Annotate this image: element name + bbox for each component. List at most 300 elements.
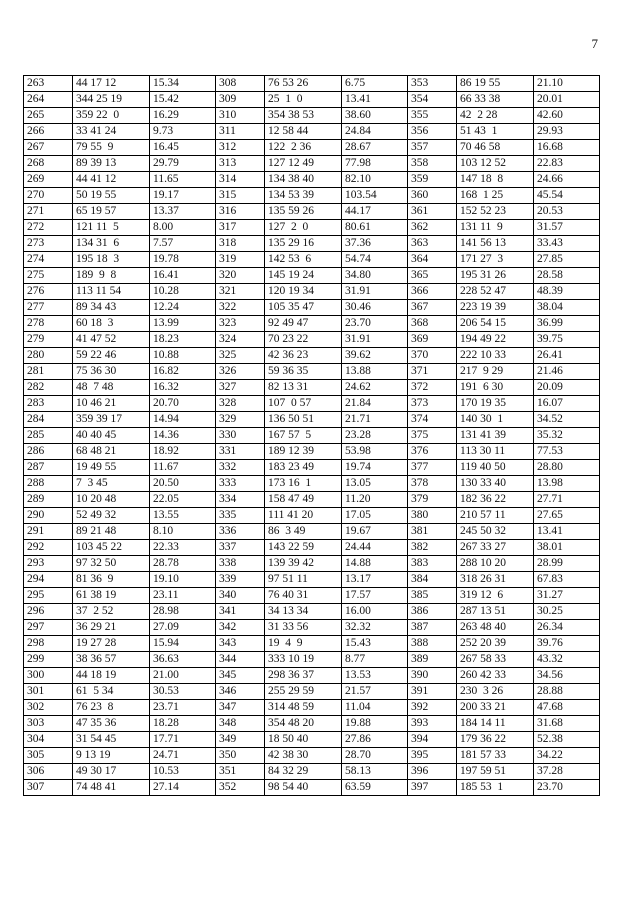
angle-cell: 181 57 33 (457, 748, 534, 764)
point-number-cell: 327 (216, 380, 265, 396)
table-row (24, 620, 600, 636)
angle-cell: 173 16 1 (265, 476, 342, 492)
distance-cell: 27.09 (150, 620, 216, 636)
angle-cell: 140 30 1 (457, 412, 534, 428)
angle-cell: 179 36 22 (457, 732, 534, 748)
distance-cell: 8.77 (342, 652, 408, 668)
angle-cell: 82 13 31 (265, 380, 342, 396)
point-number-cell: 350 (216, 748, 265, 764)
point-number-cell: 353 (408, 76, 457, 92)
point-number-cell: 360 (408, 188, 457, 204)
distance-cell: 13.41 (342, 92, 408, 108)
distance-cell: 14.88 (342, 556, 408, 572)
angle-cell: 79 55 9 (73, 140, 150, 156)
point-number-cell: 355 (408, 108, 457, 124)
angle-cell: 314 48 59 (265, 700, 342, 716)
distance-cell: 15.94 (150, 636, 216, 652)
distance-cell: 28.80 (534, 460, 600, 476)
angle-cell: 61 38 19 (73, 588, 150, 604)
table-row (24, 604, 600, 620)
point-number-cell: 334 (216, 492, 265, 508)
angle-cell: 103 12 52 (457, 156, 534, 172)
point-number-cell: 335 (216, 508, 265, 524)
point-number-cell: 310 (216, 108, 265, 124)
distance-cell: 11.04 (342, 700, 408, 716)
point-number-cell: 325 (216, 348, 265, 364)
distance-cell: 22.05 (150, 492, 216, 508)
point-number-cell: 293 (24, 556, 73, 572)
point-number-cell: 330 (216, 428, 265, 444)
point-number-cell: 300 (24, 668, 73, 684)
point-number-cell: 280 (24, 348, 73, 364)
angle-cell: 70 23 22 (265, 332, 342, 348)
angle-cell: 127 2 0 (265, 220, 342, 236)
angle-cell: 25 1 0 (265, 92, 342, 108)
angle-cell: 168 1 25 (457, 188, 534, 204)
point-number-cell: 388 (408, 636, 457, 652)
point-number-cell: 279 (24, 332, 73, 348)
distance-cell: 9.73 (150, 124, 216, 140)
point-number-cell: 347 (216, 700, 265, 716)
table-row (24, 428, 600, 444)
point-number-cell: 308 (216, 76, 265, 92)
angle-cell: 318 26 31 (457, 572, 534, 588)
distance-cell: 33.43 (534, 236, 600, 252)
point-number-cell: 379 (408, 492, 457, 508)
point-number-cell: 286 (24, 444, 73, 460)
point-number-cell: 367 (408, 300, 457, 316)
distance-cell: 19.74 (342, 460, 408, 476)
distance-cell: 13.17 (342, 572, 408, 588)
point-number-cell: 364 (408, 252, 457, 268)
angle-cell: 31 33 56 (265, 620, 342, 636)
distance-cell: 13.37 (150, 204, 216, 220)
point-number-cell: 343 (216, 636, 265, 652)
distance-cell: 48.39 (534, 284, 600, 300)
angle-cell: 135 29 16 (265, 236, 342, 252)
distance-cell: 16.41 (150, 268, 216, 284)
distance-cell: 17.05 (342, 508, 408, 524)
table-row (24, 236, 600, 252)
point-number-cell: 291 (24, 524, 73, 540)
point-number-cell: 290 (24, 508, 73, 524)
point-number-cell: 377 (408, 460, 457, 476)
angle-cell: 19 4 9 (265, 636, 342, 652)
table-row (24, 748, 600, 764)
distance-cell: 12.24 (150, 300, 216, 316)
point-number-cell: 304 (24, 732, 73, 748)
distance-cell: 27.86 (342, 732, 408, 748)
distance-cell: 14.94 (150, 412, 216, 428)
table-row (24, 668, 600, 684)
distance-cell: 21.00 (150, 668, 216, 684)
point-number-cell: 287 (24, 460, 73, 476)
angle-cell: 48 7 48 (73, 380, 150, 396)
angle-cell: 89 39 13 (73, 156, 150, 172)
angle-cell: 152 52 23 (457, 204, 534, 220)
angle-cell: 76 23 8 (73, 700, 150, 716)
angle-cell: 287 13 51 (457, 604, 534, 620)
angle-cell: 19 27 28 (73, 636, 150, 652)
angle-cell: 171 27 3 (457, 252, 534, 268)
table-row (24, 588, 600, 604)
distance-cell: 77.98 (342, 156, 408, 172)
table-row (24, 444, 600, 460)
distance-cell: 19.78 (150, 252, 216, 268)
point-number-cell: 389 (408, 652, 457, 668)
point-number-cell: 307 (24, 780, 73, 796)
table-row (24, 556, 600, 572)
point-number-cell: 342 (216, 620, 265, 636)
point-number-cell: 263 (24, 76, 73, 92)
point-number-cell: 371 (408, 364, 457, 380)
angle-cell: 354 38 53 (265, 108, 342, 124)
point-number-cell: 381 (408, 524, 457, 540)
distance-cell: 15.42 (150, 92, 216, 108)
distance-cell: 11.65 (150, 172, 216, 188)
angle-cell: 145 19 24 (265, 268, 342, 284)
point-number-cell: 320 (216, 268, 265, 284)
angle-cell: 76 40 31 (265, 588, 342, 604)
point-number-cell: 331 (216, 444, 265, 460)
angle-cell: 139 39 42 (265, 556, 342, 572)
distance-cell: 24.71 (150, 748, 216, 764)
angle-cell: 182 36 22 (457, 492, 534, 508)
distance-cell: 13.88 (342, 364, 408, 380)
angle-cell: 51 43 1 (457, 124, 534, 140)
point-number-cell: 268 (24, 156, 73, 172)
point-number-cell: 266 (24, 124, 73, 140)
angle-cell: 130 33 40 (457, 476, 534, 492)
table-row (24, 316, 600, 332)
angle-cell: 143 22 59 (265, 540, 342, 556)
point-number-cell: 329 (216, 412, 265, 428)
point-number-cell: 322 (216, 300, 265, 316)
angle-cell: 131 11 9 (457, 220, 534, 236)
point-number-cell: 271 (24, 204, 73, 220)
angle-cell: 7 3 45 (73, 476, 150, 492)
angle-cell: 223 19 39 (457, 300, 534, 316)
angle-cell: 184 14 11 (457, 716, 534, 732)
distance-cell: 26.34 (534, 620, 600, 636)
point-number-cell: 374 (408, 412, 457, 428)
point-number-cell: 267 (24, 140, 73, 156)
angle-cell: 119 40 50 (457, 460, 534, 476)
table-row (24, 716, 600, 732)
table-row (24, 252, 600, 268)
distance-cell: 28.70 (342, 748, 408, 764)
point-number-cell: 283 (24, 396, 73, 412)
angle-cell: 103 45 22 (73, 540, 150, 556)
distance-cell: 44.17 (342, 204, 408, 220)
table-row (24, 460, 600, 476)
angle-cell: 142 53 6 (265, 252, 342, 268)
point-number-cell: 372 (408, 380, 457, 396)
point-number-cell: 306 (24, 764, 73, 780)
point-number-cell: 328 (216, 396, 265, 412)
table-row (24, 92, 600, 108)
table-row (24, 172, 600, 188)
angle-cell: 41 47 52 (73, 332, 150, 348)
point-number-cell: 315 (216, 188, 265, 204)
distance-cell: 19.17 (150, 188, 216, 204)
distance-cell: 35.32 (534, 428, 600, 444)
point-number-cell: 352 (216, 780, 265, 796)
point-number-cell: 326 (216, 364, 265, 380)
distance-cell: 10.53 (150, 764, 216, 780)
distance-cell: 39.75 (534, 332, 600, 348)
distance-cell: 34.52 (534, 412, 600, 428)
point-number-cell: 301 (24, 684, 73, 700)
distance-cell: 39.62 (342, 348, 408, 364)
distance-cell: 45.54 (534, 188, 600, 204)
angle-cell: 37 2 52 (73, 604, 150, 620)
angle-cell: 333 10 19 (265, 652, 342, 668)
angle-cell: 97 51 11 (265, 572, 342, 588)
distance-cell: 38.04 (534, 300, 600, 316)
page-number: 7 (591, 36, 598, 51)
table-row (24, 540, 600, 556)
distance-cell: 8.00 (150, 220, 216, 236)
angle-cell: 68 48 21 (73, 444, 150, 460)
distance-cell: 28.98 (150, 604, 216, 620)
point-number-cell: 397 (408, 780, 457, 796)
distance-cell: 43.32 (534, 652, 600, 668)
distance-cell: 10.88 (150, 348, 216, 364)
distance-cell: 38.60 (342, 108, 408, 124)
angle-cell: 228 52 47 (457, 284, 534, 300)
angle-cell: 42 36 23 (265, 348, 342, 364)
table-row (24, 636, 600, 652)
point-number-cell: 274 (24, 252, 73, 268)
distance-cell: 23.70 (534, 780, 600, 796)
angle-cell: 86 3 49 (265, 524, 342, 540)
angle-cell: 189 12 39 (265, 444, 342, 460)
point-number-cell: 369 (408, 332, 457, 348)
distance-cell: 30.53 (150, 684, 216, 700)
table-row (24, 124, 600, 140)
point-number-cell: 358 (408, 156, 457, 172)
point-number-cell: 373 (408, 396, 457, 412)
point-number-cell: 339 (216, 572, 265, 588)
distance-cell: 34.22 (534, 748, 600, 764)
angle-cell: 81 36 9 (73, 572, 150, 588)
table-row (24, 108, 600, 124)
table-row (24, 380, 600, 396)
angle-cell: 167 57 5 (265, 428, 342, 444)
table-row (24, 764, 600, 780)
angle-cell: 75 36 30 (73, 364, 150, 380)
angle-cell: 206 54 15 (457, 316, 534, 332)
distance-cell: 37.36 (342, 236, 408, 252)
survey-coordinates-table (23, 75, 600, 796)
point-number-cell: 281 (24, 364, 73, 380)
distance-cell: 18.23 (150, 332, 216, 348)
angle-cell: 61 5 34 (73, 684, 150, 700)
angle-cell: 158 47 49 (265, 492, 342, 508)
distance-cell: 38.01 (534, 540, 600, 556)
point-number-cell: 285 (24, 428, 73, 444)
angle-cell: 288 10 20 (457, 556, 534, 572)
point-number-cell: 357 (408, 140, 457, 156)
point-number-cell: 338 (216, 556, 265, 572)
point-number-cell: 288 (24, 476, 73, 492)
distance-cell: 31.57 (534, 220, 600, 236)
distance-cell: 39.76 (534, 636, 600, 652)
distance-cell: 16.68 (534, 140, 600, 156)
distance-cell: 7.57 (150, 236, 216, 252)
point-number-cell: 273 (24, 236, 73, 252)
point-number-cell: 362 (408, 220, 457, 236)
distance-cell: 8.10 (150, 524, 216, 540)
point-number-cell: 295 (24, 588, 73, 604)
point-number-cell: 368 (408, 316, 457, 332)
point-number-cell: 294 (24, 572, 73, 588)
distance-cell: 29.79 (150, 156, 216, 172)
distance-cell: 31.27 (534, 588, 600, 604)
distance-cell: 18.28 (150, 716, 216, 732)
distance-cell: 6.75 (342, 76, 408, 92)
angle-cell: 44 18 19 (73, 668, 150, 684)
point-number-cell: 346 (216, 684, 265, 700)
table-row (24, 700, 600, 716)
table-row (24, 284, 600, 300)
distance-cell: 15.34 (150, 76, 216, 92)
angle-cell: 267 58 33 (457, 652, 534, 668)
point-number-cell: 316 (216, 204, 265, 220)
angle-cell: 52 49 32 (73, 508, 150, 524)
angle-cell: 195 18 3 (73, 252, 150, 268)
point-number-cell: 298 (24, 636, 73, 652)
table-row (24, 140, 600, 156)
distance-cell: 17.57 (342, 588, 408, 604)
distance-cell: 19.10 (150, 572, 216, 588)
point-number-cell: 370 (408, 348, 457, 364)
distance-cell: 21.10 (534, 76, 600, 92)
distance-cell: 17.71 (150, 732, 216, 748)
table-row (24, 268, 600, 284)
distance-cell: 20.09 (534, 380, 600, 396)
table-row (24, 652, 600, 668)
distance-cell: 24.62 (342, 380, 408, 396)
angle-cell: 49 30 17 (73, 764, 150, 780)
point-number-cell: 269 (24, 172, 73, 188)
point-number-cell: 363 (408, 236, 457, 252)
distance-cell: 14.36 (150, 428, 216, 444)
angle-cell: 113 30 11 (457, 444, 534, 460)
angle-cell: 195 31 26 (457, 268, 534, 284)
point-number-cell: 380 (408, 508, 457, 524)
distance-cell: 53.98 (342, 444, 408, 460)
distance-cell: 15.43 (342, 636, 408, 652)
distance-cell: 77.53 (534, 444, 600, 460)
angle-cell: 40 40 45 (73, 428, 150, 444)
angle-cell: 127 12 49 (265, 156, 342, 172)
point-number-cell: 317 (216, 220, 265, 236)
point-number-cell: 384 (408, 572, 457, 588)
distance-cell: 34.56 (534, 668, 600, 684)
point-number-cell: 393 (408, 716, 457, 732)
point-number-cell: 275 (24, 268, 73, 284)
point-number-cell: 278 (24, 316, 73, 332)
distance-cell: 24.66 (534, 172, 600, 188)
point-number-cell: 276 (24, 284, 73, 300)
distance-cell: 18.92 (150, 444, 216, 460)
distance-cell: 23.11 (150, 588, 216, 604)
point-number-cell: 282 (24, 380, 73, 396)
table-body (24, 76, 600, 796)
angle-cell: 134 31 6 (73, 236, 150, 252)
angle-cell: 122 2 36 (265, 140, 342, 156)
angle-cell: 359 39 17 (73, 412, 150, 428)
angle-cell: 98 54 40 (265, 780, 342, 796)
distance-cell: 10.28 (150, 284, 216, 300)
angle-cell: 86 19 55 (457, 76, 534, 92)
distance-cell: 23.28 (342, 428, 408, 444)
point-number-cell: 365 (408, 268, 457, 284)
angle-cell: 89 21 48 (73, 524, 150, 540)
point-number-cell: 270 (24, 188, 73, 204)
point-number-cell: 361 (408, 204, 457, 220)
point-number-cell: 319 (216, 252, 265, 268)
angle-cell: 10 20 48 (73, 492, 150, 508)
distance-cell: 13.55 (150, 508, 216, 524)
distance-cell: 32.32 (342, 620, 408, 636)
angle-cell: 59 22 46 (73, 348, 150, 364)
distance-cell: 22.83 (534, 156, 600, 172)
distance-cell: 63.59 (342, 780, 408, 796)
point-number-cell: 324 (216, 332, 265, 348)
distance-cell: 11.67 (150, 460, 216, 476)
point-number-cell: 264 (24, 92, 73, 108)
table-row (24, 76, 600, 92)
angle-cell: 38 36 57 (73, 652, 150, 668)
angle-cell: 217 9 29 (457, 364, 534, 380)
point-number-cell: 303 (24, 716, 73, 732)
angle-cell: 34 13 34 (265, 604, 342, 620)
table-row (24, 572, 600, 588)
distance-cell: 58.13 (342, 764, 408, 780)
distance-cell: 31.91 (342, 284, 408, 300)
angle-cell: 194 49 22 (457, 332, 534, 348)
point-number-cell: 302 (24, 700, 73, 716)
angle-cell: 252 20 39 (457, 636, 534, 652)
table-row (24, 780, 600, 796)
point-number-cell: 313 (216, 156, 265, 172)
distance-cell: 21.57 (342, 684, 408, 700)
distance-cell: 37.28 (534, 764, 600, 780)
distance-cell: 11.20 (342, 492, 408, 508)
distance-cell: 13.98 (534, 476, 600, 492)
angle-cell: 210 57 11 (457, 508, 534, 524)
point-number-cell: 318 (216, 236, 265, 252)
angle-cell: 191 6 30 (457, 380, 534, 396)
distance-cell: 31.68 (534, 716, 600, 732)
angle-cell: 230 3 26 (457, 684, 534, 700)
point-number-cell: 349 (216, 732, 265, 748)
point-number-cell: 366 (408, 284, 457, 300)
angle-cell: 89 34 43 (73, 300, 150, 316)
angle-cell: 107 0 57 (265, 396, 342, 412)
point-number-cell: 391 (408, 684, 457, 700)
distance-cell: 82.10 (342, 172, 408, 188)
point-number-cell: 359 (408, 172, 457, 188)
angle-cell: 70 46 58 (457, 140, 534, 156)
distance-cell: 28.67 (342, 140, 408, 156)
angle-cell: 44 17 12 (73, 76, 150, 92)
point-number-cell: 390 (408, 668, 457, 684)
distance-cell: 28.78 (150, 556, 216, 572)
